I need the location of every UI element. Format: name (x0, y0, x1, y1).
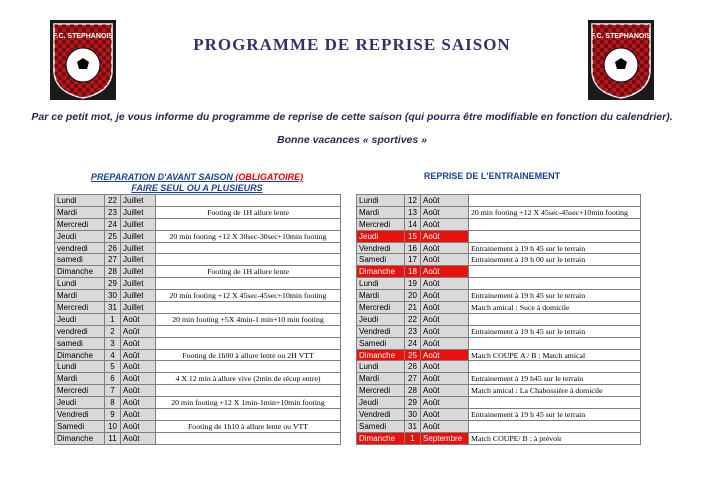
date-number-cell: 6 (105, 373, 121, 385)
day-cell: Dimanche (357, 349, 405, 361)
event-cell (469, 266, 641, 278)
day-cell: Mercredi (357, 218, 405, 230)
event-cell: Footing de 1h10 à allure lente ou VTT (156, 420, 341, 432)
date-number-cell: 24 (405, 337, 421, 349)
club-logo-left (50, 20, 116, 100)
day-cell: Mercredi (55, 302, 105, 314)
schedule-row (357, 385, 641, 397)
date-number-cell: 2 (105, 325, 121, 337)
schedule-row (55, 254, 341, 266)
month-cell: Août (121, 361, 156, 373)
preparation-schedule-table (54, 194, 341, 445)
date-number-cell: 31 (405, 420, 421, 432)
event-cell (156, 195, 341, 207)
schedule-row (357, 349, 641, 361)
date-number-cell: 16 (405, 242, 421, 254)
event-cell (156, 361, 341, 373)
training-schedule-table (356, 194, 641, 445)
event-cell (156, 409, 341, 421)
event-cell: Footing de 1H allure lente (156, 266, 341, 278)
event-cell (469, 278, 641, 290)
schedule-row (55, 349, 341, 361)
date-number-cell: 15 (405, 230, 421, 242)
day-cell: Samedi (357, 254, 405, 266)
date-number-cell: 5 (105, 361, 121, 373)
event-cell: Entrainement à 19 h 45 sur le terrain (469, 409, 641, 421)
month-cell: Août (421, 397, 469, 409)
month-cell: Août (421, 373, 469, 385)
event-cell: Footing de 1H allure lente (156, 206, 341, 218)
date-number-cell: 23 (105, 206, 121, 218)
event-cell (156, 302, 341, 314)
schedule-row (357, 278, 641, 290)
month-cell: Août (121, 432, 156, 444)
month-cell: Juillet (121, 254, 156, 266)
schedule-row (357, 361, 641, 373)
date-number-cell: 13 (405, 206, 421, 218)
event-cell (156, 218, 341, 230)
schedule-row (55, 230, 341, 242)
schedule-row (357, 313, 641, 325)
date-number-cell: 28 (105, 266, 121, 278)
date-number-cell: 10 (105, 420, 121, 432)
month-cell: Juillet (121, 242, 156, 254)
event-cell: Match COUPE/ B : à prévoir (469, 432, 641, 444)
day-cell: Dimanche (55, 266, 105, 278)
schedule-row (357, 206, 641, 218)
event-cell: 20 min footing +12 X 1min-1min+10min footing (156, 397, 341, 409)
day-cell: Lundi (55, 195, 105, 207)
schedule-row (357, 325, 641, 337)
date-number-cell: 29 (405, 397, 421, 409)
schedule-row (55, 206, 341, 218)
day-cell: Samedi (357, 337, 405, 349)
schedule-row (55, 302, 341, 314)
day-cell: Mercredi (357, 385, 405, 397)
month-cell: Juillet (121, 206, 156, 218)
schedule-row (55, 409, 341, 421)
date-number-cell: 26 (405, 361, 421, 373)
schedule-row (55, 313, 341, 325)
day-cell: samedi (55, 254, 105, 266)
date-number-cell: 1 (405, 432, 421, 444)
right-section-heading: REPRISE DE L'ENTRAINEMENT (423, 171, 561, 181)
schedule-row (357, 432, 641, 444)
date-number-cell: 19 (405, 278, 421, 290)
date-number-cell: 22 (405, 313, 421, 325)
event-cell (156, 337, 341, 349)
date-number-cell: 12 (405, 195, 421, 207)
event-cell: 20 min footing +12 X 45sec-45sec+10min footing (469, 206, 641, 218)
event-cell (156, 254, 341, 266)
day-cell: Mardi (357, 373, 405, 385)
schedule-row (357, 195, 641, 207)
day-cell: vendredi (55, 325, 105, 337)
day-cell: Jeudi (55, 230, 105, 242)
month-cell: Août (421, 325, 469, 337)
date-number-cell: 9 (105, 409, 121, 421)
day-cell: Lundi (55, 361, 105, 373)
date-number-cell: 11 (105, 432, 121, 444)
day-cell: Vendredi (357, 409, 405, 421)
month-cell: Août (421, 302, 469, 314)
event-cell: Footing de 1h00 à allure lente ou 2H VTT (156, 349, 341, 361)
day-cell: Dimanche (357, 266, 405, 278)
date-number-cell: 7 (105, 385, 121, 397)
schedule-row (357, 230, 641, 242)
month-cell: Août (121, 349, 156, 361)
schedule-row (357, 218, 641, 230)
month-cell: Août (421, 313, 469, 325)
month-cell: Août (421, 409, 469, 421)
day-cell: Jeudi (357, 313, 405, 325)
month-cell: Août (121, 373, 156, 385)
schedule-row (55, 432, 341, 444)
event-cell: Entrainement à 19 h 00 sur le terrain (469, 254, 641, 266)
day-cell: Dimanche (55, 349, 105, 361)
event-cell (469, 361, 641, 373)
day-cell: samedi (55, 337, 105, 349)
month-cell: Juillet (121, 302, 156, 314)
date-number-cell: 22 (105, 195, 121, 207)
event-cell: 20 min footing +12 X 45sec-45sec+10min footing (156, 290, 341, 302)
schedule-row (55, 278, 341, 290)
event-cell: Entrainement à 19 h 45 sur le terrain (469, 242, 641, 254)
day-cell: Mercredi (55, 385, 105, 397)
date-number-cell: 3 (105, 337, 121, 349)
schedule-row (55, 218, 341, 230)
date-number-cell: 25 (405, 349, 421, 361)
day-cell: Jeudi (357, 230, 405, 242)
day-cell: vendredi (55, 242, 105, 254)
date-number-cell: 29 (105, 278, 121, 290)
event-cell: 20 min footing +12 X 30sec-30sec+10min footing (156, 230, 341, 242)
day-cell: Vendredi (357, 242, 405, 254)
schedule-row (357, 266, 641, 278)
page-title: PROGRAMME DE REPRISE SAISON (193, 35, 511, 54)
schedule-row (357, 337, 641, 349)
date-number-cell: 20 (405, 290, 421, 302)
day-cell: Dimanche (357, 432, 405, 444)
month-cell: Août (421, 206, 469, 218)
month-cell: Août (421, 266, 469, 278)
event-cell (156, 432, 341, 444)
day-cell: Lundi (357, 278, 405, 290)
month-cell: Août (421, 254, 469, 266)
schedule-row (357, 420, 641, 432)
day-cell: Samedi (357, 420, 405, 432)
month-cell: Août (121, 385, 156, 397)
day-cell: Mardi (357, 290, 405, 302)
day-cell: Vendredi (55, 409, 105, 421)
schedule-row (55, 337, 341, 349)
day-cell: Mercredi (357, 302, 405, 314)
month-cell: Août (421, 242, 469, 254)
event-cell (156, 385, 341, 397)
day-cell: Mercredi (55, 218, 105, 230)
day-cell: Mardi (55, 290, 105, 302)
schedule-row (357, 254, 641, 266)
day-cell: Lundi (357, 361, 405, 373)
date-number-cell: 1 (105, 313, 121, 325)
month-cell: Août (121, 313, 156, 325)
date-number-cell: 27 (405, 373, 421, 385)
month-cell: Septembre (421, 432, 469, 444)
event-cell (469, 230, 641, 242)
date-number-cell: 24 (105, 218, 121, 230)
schedule-row (357, 302, 641, 314)
date-number-cell: 21 (405, 302, 421, 314)
event-cell: Match amical : La Chabossière à domicile (469, 385, 641, 397)
event-cell: Entrainement à 19 h45 sur le terrain (469, 373, 641, 385)
event-cell (469, 218, 641, 230)
month-cell: Août (421, 385, 469, 397)
event-cell (469, 195, 641, 207)
event-cell: Entrainement à 19 h 45 sur le terrain (469, 290, 641, 302)
event-cell (156, 278, 341, 290)
month-cell: Août (421, 420, 469, 432)
day-cell: Dimanche (55, 432, 105, 444)
event-cell: Match amical : Suce à domicile (469, 302, 641, 314)
intro-text: Par ce petit mot, je vous informe du programme de reprise de cette saison (qui pourra être modifiable en fonction du calendrier). (31, 111, 673, 123)
schedule-row (55, 361, 341, 373)
left-section-heading (56, 172, 338, 194)
event-cell (469, 420, 641, 432)
date-number-cell: 28 (405, 385, 421, 397)
day-cell: Jeudi (55, 313, 105, 325)
schedule-row (55, 290, 341, 302)
month-cell: Août (421, 361, 469, 373)
day-cell: Samedi (55, 420, 105, 432)
date-number-cell: 27 (105, 254, 121, 266)
logo-text: F.C. STEPHANOIS (53, 33, 113, 40)
date-number-cell: 23 (405, 325, 421, 337)
month-cell: Juillet (121, 218, 156, 230)
schedule-row (55, 266, 341, 278)
greeting-text: Bonne vacances « sportives » (277, 134, 427, 146)
schedule-row (357, 242, 641, 254)
schedule-row (55, 373, 341, 385)
month-cell: Août (121, 409, 156, 421)
date-number-cell: 30 (105, 290, 121, 302)
event-cell (469, 397, 641, 409)
schedule-row (55, 242, 341, 254)
event-cell: Entrainement à 19 h 45 sur le terrain (469, 325, 641, 337)
month-cell: Août (121, 420, 156, 432)
event-cell: 20 min footing +5X 4min-1 min+10 min footing (156, 313, 341, 325)
day-cell: Lundi (55, 278, 105, 290)
month-cell: Août (421, 218, 469, 230)
schedule-row (357, 290, 641, 302)
day-cell: Mardi (357, 206, 405, 218)
month-cell: Août (421, 230, 469, 242)
month-cell: Août (121, 337, 156, 349)
day-cell: Lundi (357, 195, 405, 207)
event-cell: Match COUPE A / B : Match amical (469, 349, 641, 361)
month-cell: Août (421, 195, 469, 207)
month-cell: Août (421, 278, 469, 290)
left-heading-highlight: (OBLIGATOIRE) (235, 172, 304, 182)
schedule-row (55, 385, 341, 397)
month-cell: Août (421, 290, 469, 302)
event-cell (156, 242, 341, 254)
date-number-cell: 31 (105, 302, 121, 314)
day-cell: Jeudi (55, 397, 105, 409)
day-cell: Mardi (55, 373, 105, 385)
schedule-row (55, 195, 341, 207)
schedule-row (357, 409, 641, 421)
event-cell: 4 X 12 min à allure vive (2min de récup entre) (156, 373, 341, 385)
day-cell: Vendredi (357, 325, 405, 337)
date-number-cell: 14 (405, 218, 421, 230)
club-logo-right (588, 20, 654, 100)
month-cell: Juillet (121, 266, 156, 278)
schedule-row (357, 373, 641, 385)
day-cell: Jeudi (357, 397, 405, 409)
schedule-row (357, 397, 641, 409)
date-number-cell: 18 (405, 266, 421, 278)
date-number-cell: 8 (105, 397, 121, 409)
month-cell: Juillet (121, 290, 156, 302)
date-number-cell: 4 (105, 349, 121, 361)
day-cell: Mardi (55, 206, 105, 218)
schedule-row (55, 325, 341, 337)
month-cell: Août (421, 337, 469, 349)
schedule-row (55, 397, 341, 409)
month-cell: Juillet (121, 195, 156, 207)
event-cell (469, 337, 641, 349)
event-cell (156, 325, 341, 337)
date-number-cell: 25 (105, 230, 121, 242)
left-subheading: FAIRE SEUL OU A PLUSIEURS (131, 183, 263, 193)
month-cell: Août (421, 349, 469, 361)
month-cell: Juillet (121, 230, 156, 242)
schedule-row (55, 420, 341, 432)
month-cell: Août (121, 397, 156, 409)
logo-text: F.C. STEPHANOIS (591, 33, 651, 40)
date-number-cell: 30 (405, 409, 421, 421)
month-cell: Août (121, 325, 156, 337)
event-cell (469, 313, 641, 325)
date-number-cell: 26 (105, 242, 121, 254)
month-cell: Juillet (121, 278, 156, 290)
left-heading-text: PREPARATION D'AVANT SAISON (90, 172, 236, 182)
date-number-cell: 17 (405, 254, 421, 266)
